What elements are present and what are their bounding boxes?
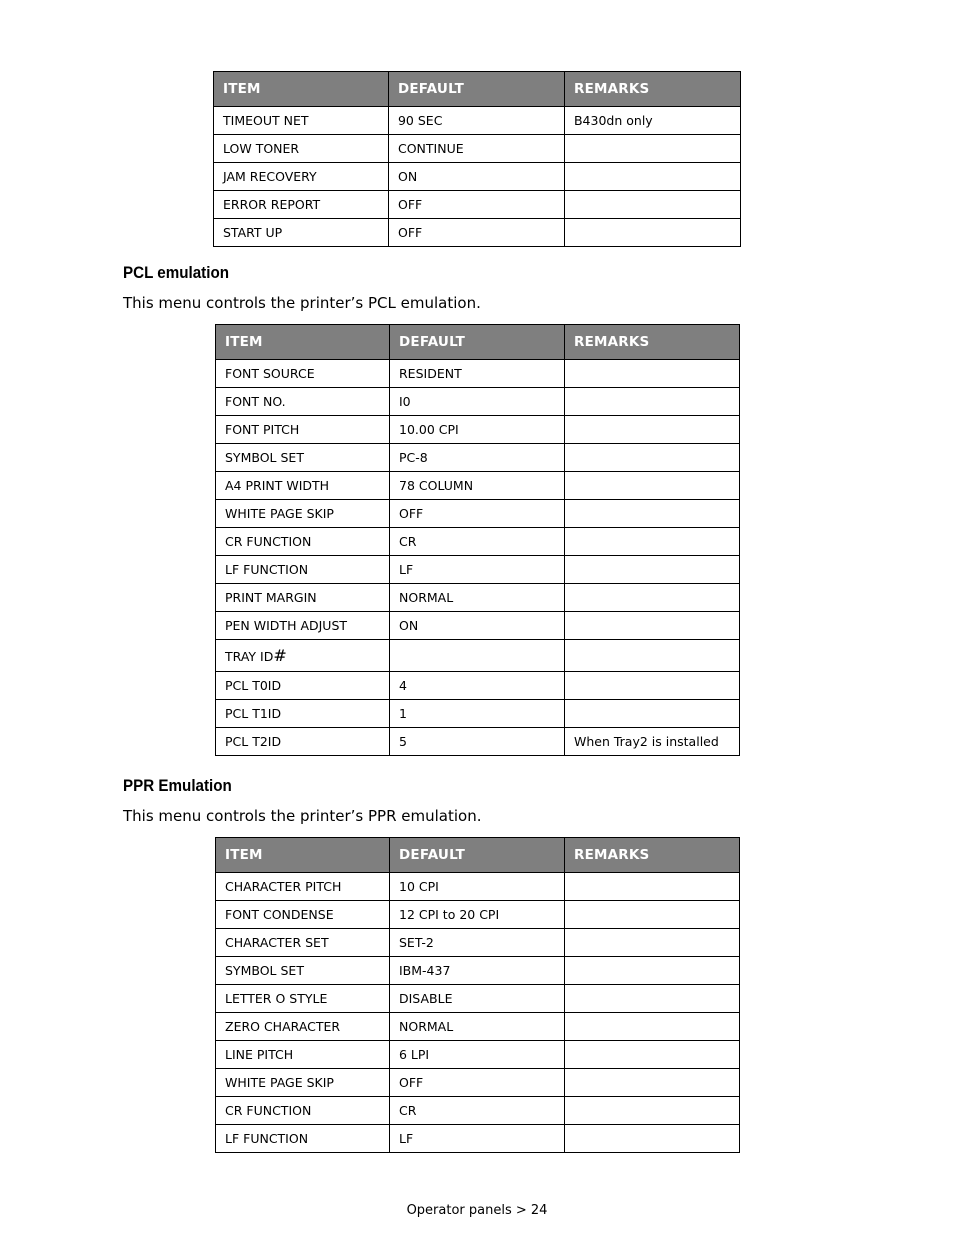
table-row <box>216 728 740 756</box>
cell-item: WHITE PAGE SKIP <box>216 500 390 528</box>
cell-default: IBM-437 <box>390 957 565 985</box>
cell-default: NORMAL <box>390 584 565 612</box>
cell-remarks <box>565 873 740 901</box>
table-row <box>216 472 740 500</box>
header-remarks: REMARKS <box>564 72 740 107</box>
cell-item <box>216 640 390 672</box>
cell-default: 10 CPI <box>390 873 565 901</box>
cell-remarks <box>565 416 740 444</box>
cell-remarks <box>565 640 740 672</box>
table-row <box>216 556 740 584</box>
cell-default: CONTINUE <box>388 135 564 163</box>
cell-item: SYMBOL SET <box>216 444 390 472</box>
cell-remarks <box>565 700 740 728</box>
cell-item: PRINT MARGIN <box>216 584 390 612</box>
cell-default: NORMAL <box>390 1013 565 1041</box>
cell-remarks: When Tray2 is installed <box>565 728 740 756</box>
cell-remarks: B430dn only <box>564 107 740 135</box>
table-row <box>216 1069 740 1097</box>
table-header-row <box>216 325 740 360</box>
cell-default: DISABLE <box>390 985 565 1013</box>
table-row <box>214 191 741 219</box>
cell-item: PCL T2ID <box>216 728 390 756</box>
cell-default: LF <box>390 1125 565 1153</box>
table-row <box>216 985 740 1013</box>
table-row <box>216 929 740 957</box>
cell-default: OFF <box>390 500 565 528</box>
hash-symbol: # <box>273 646 287 665</box>
table-row <box>216 416 740 444</box>
table-row <box>216 901 740 929</box>
cell-item: FONT CONDENSE <box>216 901 390 929</box>
table-row-tray-id <box>216 640 740 672</box>
pcl-intro: This menu controls the printer’s PCL emulation. <box>123 294 481 312</box>
cell-remarks <box>565 584 740 612</box>
cell-default: 5 <box>390 728 565 756</box>
table-row <box>216 1097 740 1125</box>
table-header-row <box>216 838 740 873</box>
ppr-heading: PPR Emulation <box>123 777 232 795</box>
cell-remarks <box>565 1041 740 1069</box>
header-default: DEFAULT <box>390 838 565 873</box>
cell-default: RESIDENT <box>390 360 565 388</box>
cell-item: LF FUNCTION <box>216 1125 390 1153</box>
cell-item: ZERO CHARACTER <box>216 1013 390 1041</box>
header-default: DEFAULT <box>388 72 564 107</box>
ppr-intro: This menu controls the printer’s PPR emulation. <box>123 807 482 825</box>
cell-item: START UP <box>214 219 389 247</box>
cell-default: CR <box>390 528 565 556</box>
table-row <box>214 107 741 135</box>
cell-item: LINE PITCH <box>216 1041 390 1069</box>
page-footer: Operator panels > 24 <box>406 1203 548 1218</box>
cell-remarks <box>565 556 740 584</box>
header-item: ITEM <box>214 72 389 107</box>
table-row <box>214 219 741 247</box>
cell-default: ON <box>390 612 565 640</box>
table-header-row <box>214 72 741 107</box>
cell-item: A4 PRINT WIDTH <box>216 472 390 500</box>
cell-item: PEN WIDTH ADJUST <box>216 612 390 640</box>
cell-default: 90 SEC <box>388 107 564 135</box>
table-row <box>216 444 740 472</box>
cell-item: TIMEOUT NET <box>214 107 389 135</box>
cell-item: PCL T0ID <box>216 672 390 700</box>
cell-item: SYMBOL SET <box>216 957 390 985</box>
table-row <box>216 1041 740 1069</box>
cell-remarks <box>565 612 740 640</box>
cell-remarks <box>565 500 740 528</box>
settings-table-top <box>213 71 741 247</box>
cell-default: OFF <box>388 219 564 247</box>
cell-item: CR FUNCTION <box>216 528 390 556</box>
cell-default: 78 COLUMN <box>390 472 565 500</box>
cell-item: FONT SOURCE <box>216 360 390 388</box>
cell-remarks <box>565 985 740 1013</box>
cell-item: PCL T1ID <box>216 700 390 728</box>
header-remarks: REMARKS <box>565 325 740 360</box>
cell-default: OFF <box>390 1069 565 1097</box>
table-row <box>214 135 741 163</box>
cell-default: LF <box>390 556 565 584</box>
table-row <box>216 1013 740 1041</box>
cell-remarks <box>565 1097 740 1125</box>
table-row <box>216 500 740 528</box>
cell-default: OFF <box>388 191 564 219</box>
cell-item: FONT NO. <box>216 388 390 416</box>
table-row <box>216 873 740 901</box>
cell-default: 12 CPI to 20 CPI <box>390 901 565 929</box>
cell-remarks <box>565 388 740 416</box>
cell-default: 1 <box>390 700 565 728</box>
pcl-table <box>215 324 740 756</box>
cell-default: 10.00 CPI <box>390 416 565 444</box>
cell-remarks <box>565 1125 740 1153</box>
cell-remarks <box>565 1069 740 1097</box>
table-row <box>216 360 740 388</box>
cell-item: LF FUNCTION <box>216 556 390 584</box>
header-remarks: REMARKS <box>565 838 740 873</box>
cell-item: FONT PITCH <box>216 416 390 444</box>
cell-default: SET-2 <box>390 929 565 957</box>
cell-remarks <box>564 219 740 247</box>
cell-default: 6 LPI <box>390 1041 565 1069</box>
cell-remarks <box>565 672 740 700</box>
cell-item: CHARACTER SET <box>216 929 390 957</box>
cell-remarks <box>565 472 740 500</box>
cell-default: 4 <box>390 672 565 700</box>
cell-remarks <box>565 929 740 957</box>
table-row <box>216 672 740 700</box>
cell-item: JAM RECOVERY <box>214 163 389 191</box>
table-row <box>216 584 740 612</box>
tray-id-label: TRAY ID <box>225 649 274 664</box>
cell-item: LETTER O STYLE <box>216 985 390 1013</box>
cell-remarks <box>565 360 740 388</box>
table-row <box>216 1125 740 1153</box>
cell-item: CR FUNCTION <box>216 1097 390 1125</box>
table-row <box>216 700 740 728</box>
cell-default: ON <box>388 163 564 191</box>
cell-remarks <box>564 191 740 219</box>
cell-item: LOW TONER <box>214 135 389 163</box>
header-default: DEFAULT <box>390 325 565 360</box>
cell-item: CHARACTER PITCH <box>216 873 390 901</box>
cell-remarks <box>565 901 740 929</box>
table-row <box>216 528 740 556</box>
header-item: ITEM <box>216 838 390 873</box>
table-row <box>216 388 740 416</box>
table-row <box>216 612 740 640</box>
ppr-table <box>215 837 740 1153</box>
cell-remarks <box>564 163 740 191</box>
cell-item: ERROR REPORT <box>214 191 389 219</box>
cell-remarks <box>565 957 740 985</box>
pcl-heading: PCL emulation <box>123 264 230 282</box>
cell-default: PC-8 <box>390 444 565 472</box>
cell-remarks <box>565 528 740 556</box>
cell-remarks <box>565 1013 740 1041</box>
cell-default: CR <box>390 1097 565 1125</box>
cell-remarks <box>564 135 740 163</box>
table-row <box>216 957 740 985</box>
cell-item: WHITE PAGE SKIP <box>216 1069 390 1097</box>
cell-remarks <box>565 444 740 472</box>
header-item: ITEM <box>216 325 390 360</box>
table-row <box>214 163 741 191</box>
cell-default <box>390 640 565 672</box>
cell-default: I0 <box>390 388 565 416</box>
